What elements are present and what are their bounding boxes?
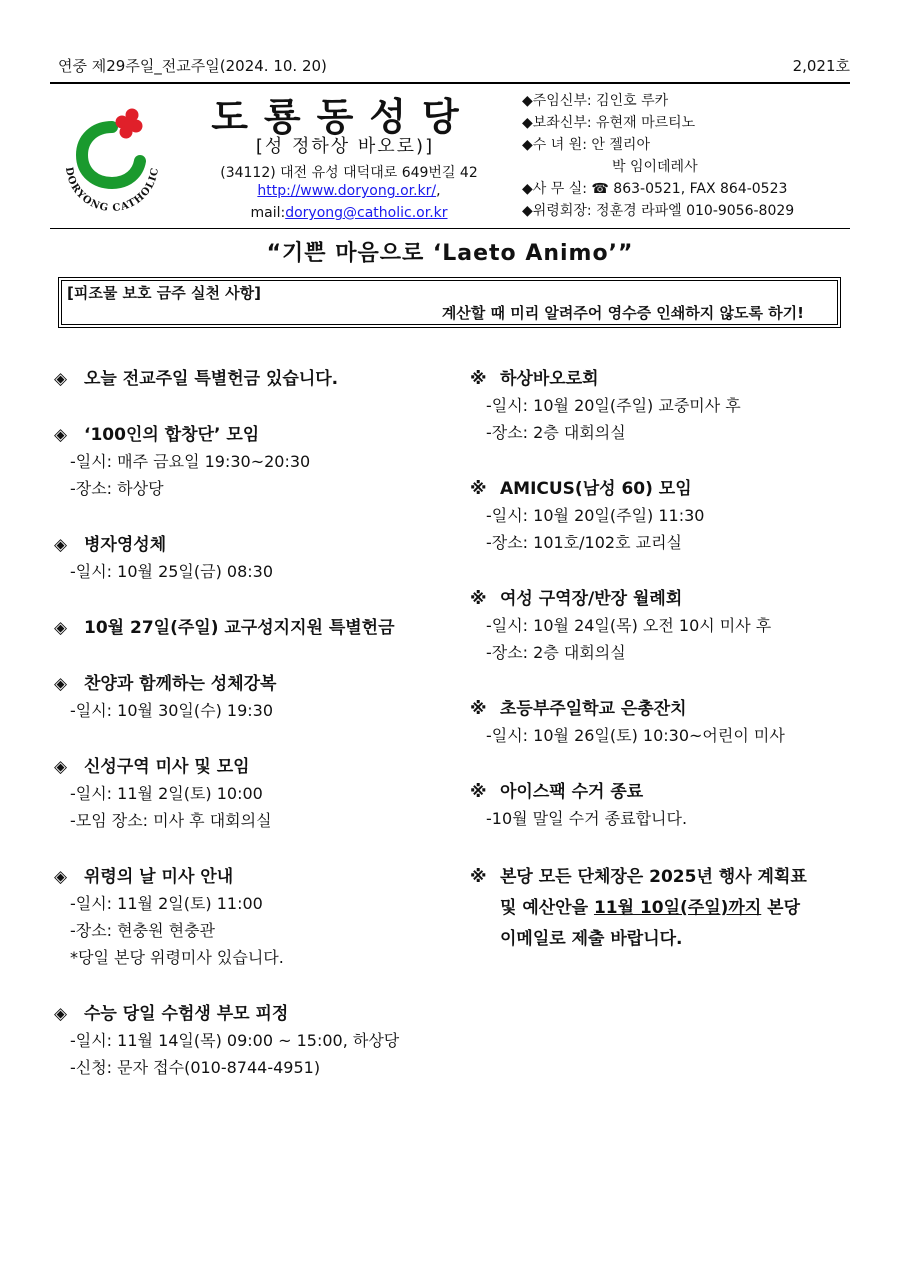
- slogan: “기쁜 마음으로 ‘Laeto Animo’”: [266, 241, 634, 266]
- item-title: [470, 586, 850, 612]
- notice-item: [54, 1001, 454, 1081]
- item-title: [54, 615, 454, 641]
- patron-saint: [성 정하상 바오로)]: [255, 136, 435, 157]
- item-title: [54, 864, 454, 890]
- item-detail: -모임 장소: 미사 후 대회의실: [70, 811, 272, 830]
- item-title-text: 초등부주일학교 은총잔치: [500, 699, 687, 719]
- item-title-text: 신성구역 미사 및 모임: [84, 757, 250, 777]
- issue-number: 2,021호: [792, 57, 850, 75]
- item-detail: -일시: 매주 금요일 19:30~20:30: [70, 452, 311, 471]
- diamond-bullet-icon: ◈: [54, 867, 68, 887]
- email-prefix: mail:: [250, 205, 286, 221]
- item-detail: -장소: 101호/102호 교리실: [486, 533, 682, 552]
- logo-red-flower: [116, 109, 143, 139]
- item-detail: -일시: 10월 20일(주일) 11:30: [486, 506, 705, 525]
- item-title-text: 여성 구역장/반장 월례회: [500, 589, 683, 609]
- item-title: [470, 476, 850, 502]
- diamond-bullet-icon: ◈: [54, 757, 68, 777]
- item-detail: -일시: 10월 20일(주일) 교중미사 후: [486, 396, 741, 415]
- diamond-bullet-icon: ◈: [54, 1004, 68, 1024]
- notice-item: [470, 366, 850, 446]
- reference-mark-icon: ※: [470, 867, 487, 887]
- item-detail: -일시: 10월 26일(토) 10:30~어린이 미사: [486, 726, 785, 745]
- diamond-bullet-icon: ◈: [54, 535, 68, 555]
- item-detail: -장소: 2층 대회의실: [486, 423, 626, 442]
- notice-text: 계산할 때 미리 알려주어 영수증 인쇄하지 않도록 하기!: [441, 304, 804, 322]
- diamond-bullet-icon: ◈: [54, 425, 68, 445]
- diamond-bullet-icon: ◈: [54, 618, 68, 638]
- parish-logo: [52, 95, 172, 215]
- notice-item: [54, 671, 454, 724]
- staff-label: ◆보좌신부:: [522, 115, 592, 131]
- website-suffix: ,: [436, 183, 441, 199]
- staff-row: [522, 200, 794, 222]
- item-title: [54, 366, 454, 392]
- staff-value: ☎ 863-0521, FAX 864-0523: [591, 181, 788, 197]
- item-title-text: 하상바오로회: [500, 369, 599, 389]
- item-detail: -일시: 10월 30일(수) 19:30: [70, 701, 274, 720]
- item-title: [54, 754, 454, 780]
- divider-top: [50, 82, 850, 84]
- staff-value: 안 젤리아: [591, 137, 650, 153]
- item-title: [54, 422, 454, 448]
- staff-value: 유현재 마르티노: [596, 115, 696, 131]
- deadline-date: 11월 10일(주일)까지: [593, 898, 762, 918]
- logo-text: DORYONG CATHOLIC: [62, 166, 162, 215]
- notice-item: [470, 476, 850, 556]
- website-line: [204, 183, 494, 199]
- diamond-bullet-icon: ◈: [54, 674, 68, 694]
- staff-row: [522, 156, 794, 178]
- item-detail: -일시: 10월 24일(목) 오전 10시 미사 후: [486, 616, 772, 635]
- parish-address: (34112) 대전 유성 대덕대로 649번길 42: [220, 165, 478, 181]
- item-detail: -일시: 11월 2일(토) 11:00: [70, 894, 263, 913]
- item-title: [470, 696, 850, 722]
- email-line: [204, 205, 494, 221]
- notice-item: [470, 696, 850, 749]
- item-title: [54, 671, 454, 697]
- staff-row: [522, 178, 794, 200]
- item-detail: -장소: 현충원 현충관: [70, 921, 215, 940]
- notice-item: [54, 366, 454, 392]
- email-link[interactable]: doryong@catholic.or.kr: [285, 205, 448, 221]
- staff-row: [522, 112, 794, 134]
- website-link[interactable]: http://www.doryong.or.kr/: [257, 183, 437, 199]
- item-detail: -신청: 문자 접수(010-8744-4951): [70, 1058, 321, 1077]
- item-title-text: 10월 27일(주일) 교구성지지원 특별헌금: [84, 618, 395, 638]
- item-title-text: 병자영성체: [84, 535, 167, 555]
- item-title-text: AMICUS(남성 60) 모임: [500, 479, 692, 499]
- reference-mark-icon: ※: [470, 479, 487, 499]
- staff-value: 김인호 루카: [596, 93, 669, 109]
- item-detail: -일시: 10월 25일(금) 08:30: [70, 562, 274, 581]
- notice-item: [54, 422, 454, 502]
- item-detail: -장소: 하상당: [70, 479, 164, 498]
- item-title-text: 아이스팩 수거 종료: [500, 782, 644, 802]
- item-detail: -일시: 11월 2일(토) 10:00: [70, 784, 263, 803]
- item-detail: -10월 말일 수거 종료합니다.: [486, 809, 688, 828]
- staff-label: ◆사 무 실:: [522, 181, 587, 197]
- staff-value: 박 임이데레사: [612, 159, 698, 175]
- item-detail: *당일 본당 위령미사 있습니다.: [70, 948, 284, 967]
- staff-row: [522, 134, 794, 156]
- reference-mark-icon: ※: [470, 589, 487, 609]
- reference-mark-icon: ※: [470, 369, 487, 389]
- final-notice-line: [470, 893, 850, 924]
- item-title-text: 오늘 전교주일 특별헌금 있습니다.: [84, 369, 339, 389]
- staff-value: 정훈경 라파엘 010-9056-8029: [596, 203, 795, 219]
- item-title: [54, 1001, 454, 1027]
- diamond-bullet-icon: ◈: [54, 369, 68, 389]
- item-title: [470, 779, 850, 805]
- notice-item: [54, 532, 454, 585]
- divider-middle: [50, 228, 850, 229]
- staff-label: ◆수 녀 원:: [522, 137, 587, 153]
- left-column: [54, 366, 454, 1081]
- staff-label: ◆위령회장:: [522, 203, 592, 219]
- notice-item: [54, 615, 454, 641]
- item-title-text: 수능 당일 수험생 부모 피정: [84, 1004, 289, 1024]
- notice-title: [피조물 보호 금주 실천 사항]: [67, 284, 261, 302]
- final-notice-text: 본당: [761, 898, 801, 918]
- final-notice-line: [470, 862, 850, 893]
- item-detail: -장소: 2층 대회의실: [486, 643, 626, 662]
- right-column: [470, 366, 850, 955]
- staff-label: ◆주임신부:: [522, 93, 592, 109]
- issue-date: 연중 제29주일_전교주일(2024. 10. 20): [58, 57, 327, 75]
- final-notice-text: 본당 모든 단체장은 2025년 행사 계획표: [500, 867, 807, 887]
- notice-item: [470, 779, 850, 832]
- staff-list: [522, 90, 794, 222]
- reference-mark-icon: ※: [470, 782, 487, 802]
- item-title-text: 찬양과 함께하는 성체강복: [84, 674, 277, 694]
- item-title-text: 위령의 날 미사 안내: [84, 867, 234, 887]
- parish-title: 도룡동성당: [211, 94, 475, 139]
- notice-item: [54, 754, 454, 834]
- notice-box: [58, 277, 841, 328]
- staff-row: [522, 90, 794, 112]
- final-notice-line: 이메일로 제출 바랍니다.: [500, 929, 683, 949]
- item-detail: -일시: 11월 14일(목) 09:00 ~ 15:00, 하상당: [70, 1031, 400, 1050]
- item-title: [470, 366, 850, 392]
- reference-mark-icon: ※: [470, 699, 487, 719]
- item-title: [54, 532, 454, 558]
- notice-item: [470, 586, 850, 666]
- final-notice: [470, 862, 850, 955]
- final-notice-text: 및 예산안을: [500, 898, 594, 918]
- item-title-text: ‘100인의 합창단’ 모임: [84, 425, 260, 445]
- notice-item: [54, 864, 454, 971]
